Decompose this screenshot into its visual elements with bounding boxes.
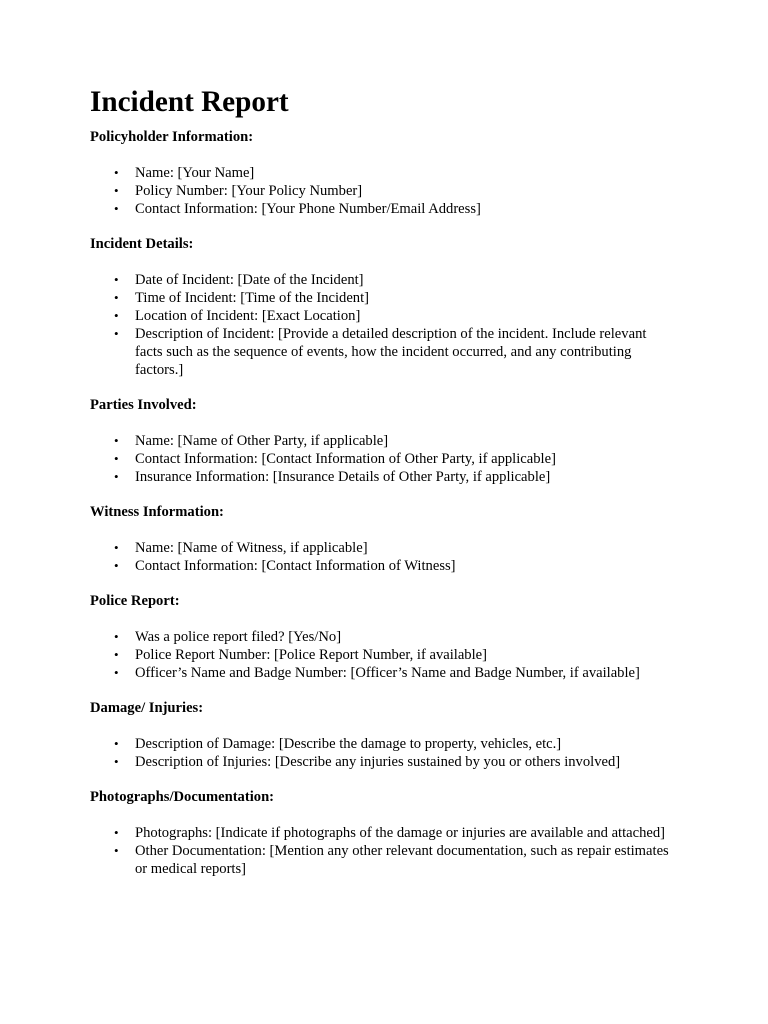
list-item-text: Date of Incident: [Date of the Incident] bbox=[135, 272, 364, 288]
bullet-icon: • bbox=[114, 272, 119, 287]
list-item bbox=[90, 450, 675, 468]
list-item bbox=[90, 557, 675, 575]
bullet-icon: • bbox=[114, 326, 119, 341]
bullet-list bbox=[90, 628, 690, 682]
bullet-list bbox=[90, 735, 690, 771]
section-heading: Incident Details: bbox=[90, 236, 194, 252]
list-item bbox=[90, 628, 675, 646]
list-item-text: Photographs: [Indicate if photographs of the damage or injuries are available and attached] bbox=[135, 825, 666, 841]
list-item bbox=[90, 664, 675, 682]
list-item-text: Was a police report filed? [Yes/No] bbox=[135, 629, 342, 645]
list-item bbox=[90, 432, 675, 450]
section-heading: Witness Information: bbox=[90, 504, 224, 520]
list-item bbox=[90, 289, 675, 307]
bullet-icon: • bbox=[114, 290, 119, 305]
bullet-icon: • bbox=[114, 629, 119, 644]
list-item bbox=[90, 842, 675, 878]
section-heading: Police Report: bbox=[90, 593, 180, 609]
bullet-icon: • bbox=[114, 451, 119, 466]
list-item bbox=[90, 753, 675, 771]
bullet-icon: • bbox=[114, 183, 119, 198]
bullet-icon: • bbox=[114, 165, 119, 180]
section-heading: Parties Involved: bbox=[90, 397, 197, 413]
list-item bbox=[90, 646, 675, 664]
bullet-icon: • bbox=[114, 558, 119, 573]
bullet-list bbox=[90, 271, 690, 379]
list-item-text: Contact Information: [Contact Information of Other Party, if applicable] bbox=[135, 451, 556, 467]
bullet-list bbox=[90, 824, 690, 878]
section-heading: Policyholder Information: bbox=[90, 129, 254, 145]
bullet-list bbox=[90, 432, 690, 486]
list-item-text: Description of Damage: [Describe the damage to property, vehicles, etc.] bbox=[135, 736, 562, 752]
bullet-icon: • bbox=[114, 433, 119, 448]
list-item bbox=[90, 539, 675, 557]
bullet-icon: • bbox=[114, 825, 119, 840]
list-item bbox=[90, 735, 675, 753]
bullet-list bbox=[90, 164, 690, 218]
list-item-text: Contact Information: [Contact Information of Witness] bbox=[135, 558, 456, 574]
list-item-text: Time of Incident: [Time of the Incident] bbox=[135, 290, 370, 306]
document-page bbox=[90, 86, 690, 878]
list-item bbox=[90, 325, 675, 379]
bullet-icon: • bbox=[114, 540, 119, 555]
list-item bbox=[90, 182, 675, 200]
list-item-text: Contact Information: [Your Phone Number/Email Address] bbox=[135, 201, 481, 217]
document-section bbox=[90, 235, 690, 379]
document-title: Incident Report bbox=[90, 86, 289, 118]
section-heading: Damage/ Injuries: bbox=[90, 700, 204, 716]
list-item-text: Name: [Name of Other Party, if applicable] bbox=[135, 433, 389, 449]
list-item bbox=[90, 164, 675, 182]
document-section bbox=[90, 128, 690, 218]
bullet-list bbox=[90, 539, 690, 575]
list-item bbox=[90, 307, 675, 325]
document-section bbox=[90, 699, 690, 771]
bullet-icon: • bbox=[114, 843, 119, 858]
document-section bbox=[90, 396, 690, 486]
bullet-icon: • bbox=[114, 647, 119, 662]
list-item-text: Insurance Information: [Insurance Details of Other Party, if applicable] bbox=[135, 469, 551, 485]
list-item-text: Officer’s Name and Badge Number: [Officer’s Name and Badge Number, if available] bbox=[135, 665, 640, 681]
list-item-text: Description of Incident: [Provide a detailed description of the incident. Include relevant facts such as the sequence of events, how the incident occurred, and any contributing factors.] bbox=[135, 326, 647, 378]
bullet-icon: • bbox=[114, 469, 119, 484]
list-item bbox=[90, 271, 675, 289]
list-item bbox=[90, 824, 675, 842]
bullet-icon: • bbox=[114, 736, 119, 751]
bullet-icon: • bbox=[114, 201, 119, 216]
list-item-text: Location of Incident: [Exact Location] bbox=[135, 308, 361, 324]
list-item-text: Name: [Name of Witness, if applicable] bbox=[135, 540, 368, 556]
bullet-icon: • bbox=[114, 308, 119, 323]
list-item-text: Description of Injuries: [Describe any injuries sustained by you or others involved] bbox=[135, 754, 621, 770]
document-section bbox=[90, 788, 690, 878]
list-item-text: Policy Number: [Your Policy Number] bbox=[135, 183, 363, 199]
document-section bbox=[90, 592, 690, 682]
list-item-text: Other Documentation: [Mention any other relevant documentation, such as repair estimates or medical reports] bbox=[135, 843, 669, 877]
document-section bbox=[90, 503, 690, 575]
document-sections bbox=[90, 128, 690, 878]
list-item bbox=[90, 200, 675, 218]
bullet-icon: • bbox=[114, 754, 119, 769]
bullet-icon: • bbox=[114, 665, 119, 680]
section-heading: Photographs/Documentation: bbox=[90, 789, 275, 805]
list-item-text: Police Report Number: [Police Report Number, if available] bbox=[135, 647, 487, 663]
list-item-text: Name: [Your Name] bbox=[135, 165, 255, 181]
list-item bbox=[90, 468, 675, 486]
